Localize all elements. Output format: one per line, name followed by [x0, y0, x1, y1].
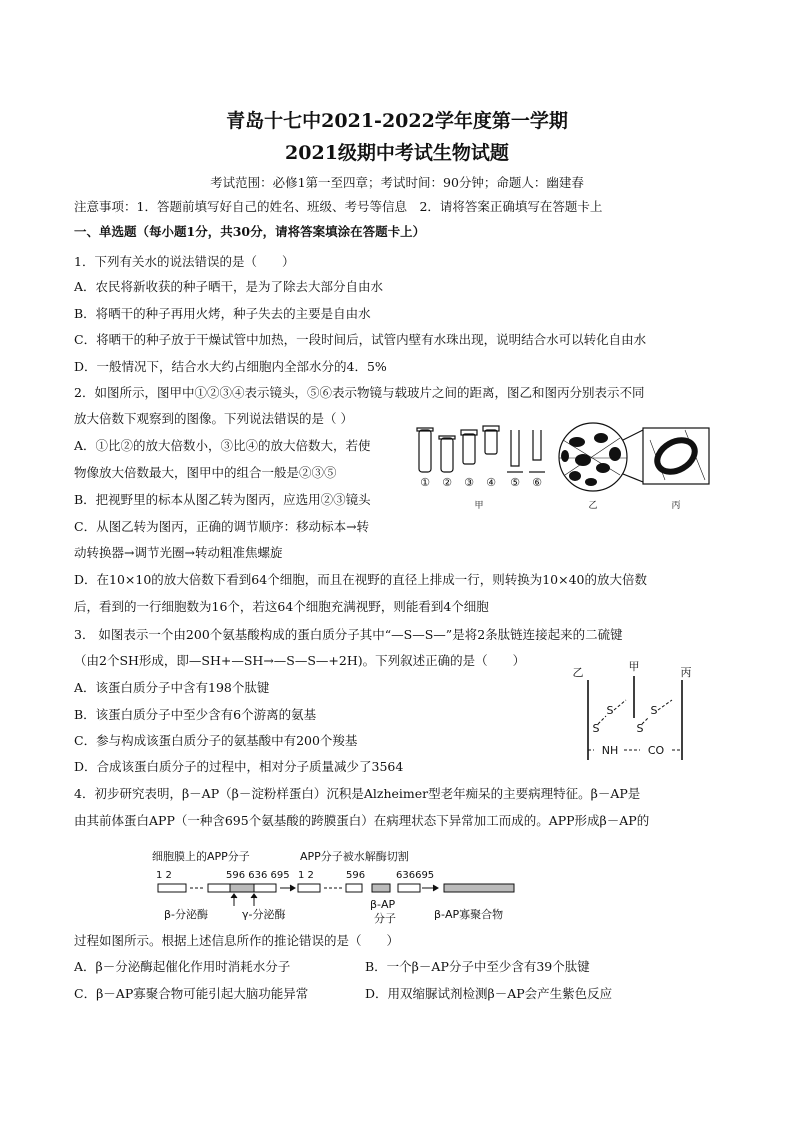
exam-title: 青岛十七中2021-2022学年度第一学期 [226, 110, 568, 132]
q1-option-a: A．农民将新收获的种子晒干，是为了除去大部分自由水 [74, 279, 384, 294]
q2-option-c-2: 动转换器→调节光圈→转动粗准焦螺旋 [74, 545, 283, 560]
q2-option-a-2: 物像放大倍数最大，图甲中的组合一般是②③⑤ [74, 465, 337, 480]
fig-molecule: 分子 [374, 912, 396, 925]
q4-option-c: C．β－AP寡聚合物可能引起大脑功能异常 [74, 986, 309, 1001]
fig-nums-right2: 596 [346, 870, 366, 881]
q4-option-b: B．一个β－AP分子中至少含有39个肽键 [365, 959, 590, 974]
q2-stem-2: 放大倍数下观察到的图像。下列说法错误的是（ ） [74, 411, 353, 426]
q4-stem-1: 4．初步研究表明，β－AP（β－淀粉样蛋白）沉积是Alzheimer型老年痴呆的主要病理特征。β－AP是 [74, 786, 641, 801]
fig-beta-enzyme: β-分泌酶 [164, 908, 208, 921]
lens-label-4: ④ [486, 476, 496, 489]
q1-option-c: C．将晒干的种子放于干燥试管中加热，一段时间后，试管内壁有水珠出现，说明结合水可以转化自由水 [74, 332, 647, 347]
fig-label-bing: 丙 [671, 501, 681, 511]
q3-stem-2: （由2个SH形成，即—SH+—SH→—S—S—+2H)。下列叙述正确的是（ ） [74, 653, 526, 668]
q4-stem-3: 过程如图所示。根据上述信息所作的推论错误的是（ ） [74, 933, 400, 948]
q2-stem-1: 2．如图所示，图甲中①②③④表示镜头，⑤⑥表示物镜与载玻片之间的距离，图乙和图丙分别表示不同 [74, 385, 645, 400]
q4-option-a: A．β－分泌酶起催化作用时消耗水分子 [74, 959, 291, 974]
exam-meta: 考试范围：必修1第一至四章；考试时间：90分钟；命题人：幽建春 [210, 175, 584, 190]
fig-label-jia: 甲 [474, 501, 484, 511]
sulfur-label-4: S [650, 704, 658, 717]
sulfur-label-2: S [606, 704, 614, 717]
fig-oligomer: β-AP寡聚合物 [434, 908, 504, 921]
distance-label-5: ⑤ [510, 476, 520, 489]
sulfur-label-1: S [592, 722, 600, 735]
fig-nums-right1: 1 2 [298, 870, 314, 881]
q1-option-b: B．将晒干的种子再用火烤，种子失去的主要是自由水 [74, 306, 371, 321]
q3-option-b: B．该蛋白质分子中至少含有6个游离的氨基 [74, 707, 317, 722]
app-processing-figure [150, 846, 530, 926]
lens-label-1: ① [420, 476, 430, 489]
exam-subtitle: 2021级期中考试生物试题 [285, 142, 509, 164]
nh-label: NH [601, 744, 619, 757]
chain-label-yi: 乙 [572, 666, 584, 679]
fig-beta-ap: β-AP [370, 898, 396, 911]
q2-option-d-1: D．在10×10的放大倍数下看到64个细胞，而且在视野的直径上排成一行，则转换为10×40的放大倍数 [74, 572, 647, 587]
q3-option-c: C．参与构成该蛋白质分子的氨基酸中有200个羧基 [74, 733, 358, 748]
q1-stem: 1．下列有关水的说法错误的是（ ） [74, 254, 295, 269]
fig-label-yi: 乙 [588, 501, 598, 511]
fig-membrane-app: 细胞膜上的APP分子 [152, 850, 250, 863]
q3-stem-1: 3． 如图表示一个由200个氨基酸构成的蛋白质分子其中“—S—S—”是将2条肽链连接起来的二硫键 [74, 627, 623, 642]
lens-label-2: ② [442, 476, 452, 489]
fig-nums-left: 1 2 [156, 870, 172, 881]
chain-label-bing: 丙 [680, 666, 692, 679]
q4-stem-2: 由其前体蛋白APP（一种含695个氨基酸的跨膜蛋白）在病理状态下异常加工而成的。APP形成β－AP的 [74, 813, 650, 828]
sulfur-label-3: S [636, 722, 644, 735]
fig-hydrolysis: APP分子被水解酶切割 [300, 850, 409, 863]
q2-option-b: B．把视野里的标本从图乙转为图丙，应选用②③镜头 [74, 492, 371, 507]
q1-option-d: D．一般情况下，结合水大约占细胞内全部水分的4．5% [74, 359, 387, 374]
q2-option-d-2: 后，看到的一行细胞数为16个，若这64个细胞充满视野，则能看到4个细胞 [74, 599, 489, 614]
fig-nums-mid: 596 636 695 [226, 870, 290, 881]
q2-option-c-1: C．从图乙转为图丙，正确的调节顺序：移动标本→转 [74, 519, 370, 534]
microscope-figure [415, 420, 715, 515]
fig-nums-right3: 636695 [396, 870, 435, 881]
chain-label-jia: 甲 [628, 660, 640, 673]
distance-label-6: ⑥ [532, 476, 542, 489]
q2-option-a-1: A．①比②的放大倍数小，③比④的放大倍数大，若使 [74, 438, 371, 453]
fig-gamma-enzyme: γ-分泌酶 [242, 908, 286, 921]
section-heading: 一、单选题（每小题1分，共30分，请将答案填涂在答题卡上） [74, 224, 426, 239]
co-label: CO [647, 744, 665, 757]
lens-label-3: ③ [464, 476, 474, 489]
protein-structure-figure [568, 658, 698, 768]
q4-option-d: D．用双缩脲试剂检测β－AP会产生紫色反应 [365, 986, 613, 1001]
q3-option-a: A．该蛋白质分子中含有198个肽键 [74, 680, 270, 695]
exam-notice: 注意事项：1．答题前填写好自己的姓名、班级、考号等信息 2．请将答案正确填写在答题卡上 [74, 199, 603, 214]
q3-option-d: D．合成该蛋白质分子的过程中，相对分子质量减少了3564 [74, 759, 404, 774]
